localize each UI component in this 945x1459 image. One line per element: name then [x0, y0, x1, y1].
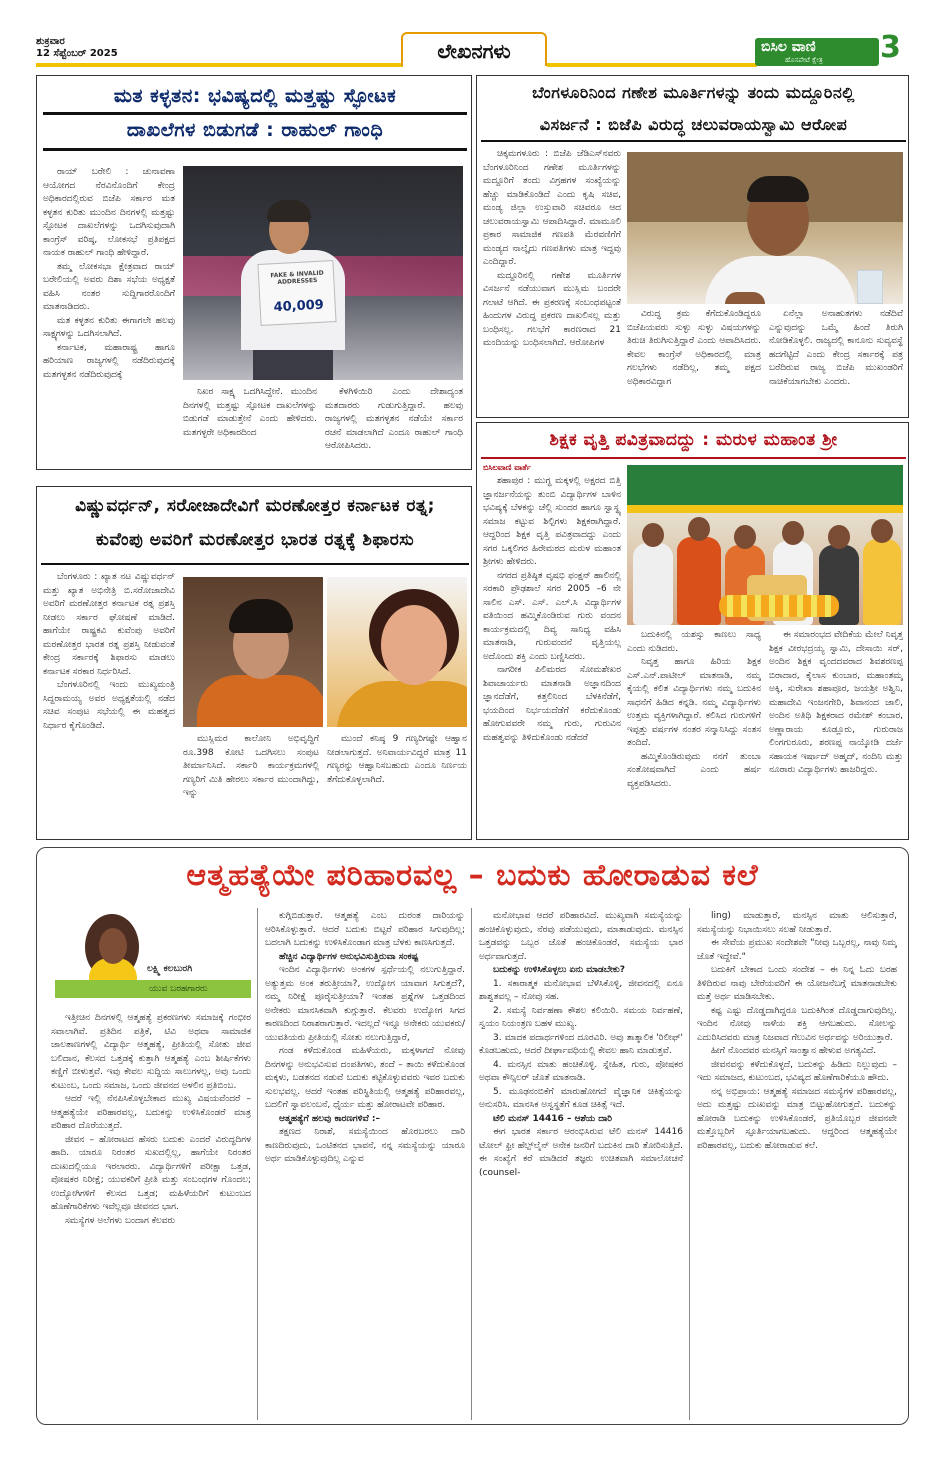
author-name: ಲಕ್ಷ್ಮಿ ಕಲಬುರಗಿ [147, 964, 193, 974]
article-rahul [36, 75, 472, 470]
paragraph: ಇಂದಿನ ವಿದ್ಯಾರ್ಥಿಗಳು ಅಂಕಗಳ ಸ್ಪರ್ಧೆಯಲ್ಲಿ ನಲುಗುತ್ತಿದ್ದಾರೆ. ಅತ್ಯುತ್ತಮ ಅಂಕ ತರುತ್ತೀಯಾ?, ಉದ್ಯೋಗ ಯಾವಾಗ ಸಿಗುತ್ತದೆ?, ನಮ್ಮ ನಿರೀಕ್ಷೆ ಪೂರೈಸುತ್ತೀಯಾ? ಇಂತಹ ಪ್ರಶ್ನೆಗಳ ಒತ್ತಡದಿಂದ ಅನೇಕರು ಮಾನಸಿಕವಾಗಿ ಕುಗ್ಗುತ್ತಾರೆ. ಕೆಲವರು ಉದ್ಯೋಗ ಸಿಗದ ಕಾರಣದಿಂದ ನಿರಾಶರಾಗುತ್ತಾರೆ. ಇದಲ್ಲದೆ ಇನ್ನೂ ಅನೇಕರು ಯುವಕರು/ಯುವತಿಯರು ಪ್ರೀತಿಯಲ್ಲಿ ಸೋತು ನಲುಗುತ್ತಿದ್ದಾರೆ, [265, 965, 465, 1043]
headline-divider [43, 148, 467, 151]
author-photo [85, 914, 139, 980]
vishnuvardhan-photo [183, 577, 323, 727]
paragraph: ನಿವೃತ್ತ ಹಾಗೂ ಹಿರಿಯ ಶಿಕ್ಷಕ ಎಸ್.ಎನ್.ಪಾಟೀಲ್ ಮಾತನಾಡಿ, ನಮ್ಮ ಕೈಯಲ್ಲಿ ಕಲಿತ ವಿದ್ಯಾರ್ಥಿಗಳು ನಮ್ಮ ಬದುಕಿನ ಸಾಧನೆಗೆ ಹಿಡಿದ ಕನ್ನಡಿ. ನಮ್ಮ ವಿದ್ಯಾರ್ಥಿಗಳು ಉತ್ತಮ ವ್ಯಕ್ತಿಗಳಾಗಿದ್ದಾರೆ. ಕಲಿಸಿದ ಗುರುಗಳಿಗೆ ಇಪ್ಪತ್ತು ವರ್ಷಗಳ ನಂತರ ಸನ್ಮಾನಿಸಿದ್ದು ಸಂತಸ ತಂದಿದೆ. [627, 657, 761, 748]
paragraph: ವಿರುದ್ಧ ಕ್ರಮ ಕೆಗೆದುಕೊಂಡಿದ್ದರೂ ಬಿಜೆಪಿಯವರು ಸುಳ್ಳು ಸುಳ್ಳು ವಿಷಯಗಳನ್ನು ತಿರುಚಿ ತಿರುಗಿಸುತ್ತಿದ್ದಾರೆ ಎಂದು ಆಪಾದಿಸಿದರು. ಕೇವಲ ಕಾಂಗ್ರೆಸ್ ಅಧಿಕಾರದಲ್ಲಿ ಮಾತ್ರ ಗಲಭೆಗಳು ನಡೆದಿಲ್ಲ, ತಮ್ಮ ಪಕ್ಷದ ಅಧಿಕಾರವಿದ್ದಾಗ [627, 309, 761, 387]
paragraph: ಕರ್ನಾಟಕ, ಮಹಾರಾಷ್ಟ್ರ ಹಾಗೂ ಹರಿಯಾಣ ರಾಜ್ಯಗಳಲ್ಲಿ ನಡೆದಿರುವುದಕ್ಕೆ ಮತಗಳ್ಳತನ ನಡೆದಿರುವುದಕ್ಕೆ [43, 342, 175, 380]
headline-divider [481, 457, 906, 459]
paragraph: ನನ್ನ ಅಭಿಪ್ರಾಯ: ಆತ್ಮಹತ್ಯೆ ಸಮಾಜದ ಸಮಸ್ಯೆಗಳ ಪರಿಹಾರವಲ್ಲ, ಅದು ಮತ್ತಷ್ಟು ದುಃಖವನ್ನು ಮಾತ್ರ ಬಿಟ್ಟುಹೋಗುತ್ತದೆ. ಬದುಕನ್ನು ಹೋರಾಡಿ ಬದುಕನ್ನು ಉಳಿಸಿಕೊಂಡರೆ, ಪ್ರತಿಯೊಬ್ಬರ ಜೀವನವೇ ಮತ್ತೊಬ್ಬರಿಗೆ ಸ್ಫೂರ್ತಿಯಾಗಬಹುದು. ಆದ್ದರಿಂದ ಆತ್ಮಹತ್ಯೆಯೇ ಪರಿಹಾರವಲ್ಲ, ಬದುಕು ಹೋರಾಡುವ ಕಲೆ. [697, 1086, 897, 1151]
paragraph: ಶಹಾಪುರ : ಮುಗ್ಧ ಮಕ್ಕಳಲ್ಲಿ ಅಕ್ಷರದ ಬಿತ್ತಿ ಜ್ಞಾನರ್ಜನೆಯನ್ನು ತುಂಬಿ ವಿದ್ಯಾರ್ಥಿಗಳ ಬಾಳಿನ ಭವಿಷ್ಯಕ್ಕೆ ಬೆಳಕನ್ನು ಚೆಲ್ಲಿ ಸುಂದರ ಹಾಗೂ ಸ್ವಾಸ್ಥ್ಯ ಸಮಾಜ ಕಟ್ಟುವ ಶಿಲ್ಪಿಗಳು ಶಿಕ್ಷಕರಾಗಿದ್ದಾರೆ. ಆದ್ದರಿಂದ ಶಿಕ್ಷಕ ವೃತ್ತಿ ಪವಿತ್ರವಾದದ್ದು ಎಂದು ಸಗರ ಒಕ್ಕಲಿಗರ ಹಿರೇಮಠದ ಮರುಳ ಮಹಾಂತ ಶ್ರೀಗಳು ಹೇಳಿದರು. [483, 476, 621, 567]
paragraph: ಕುಗ್ಗಿಬಿಡುತ್ತಾರೆ. ಆತ್ಮಹತ್ಯೆ ಎಂಬ ದುರಂತ ದಾರಿಯನ್ನು ಆರಿಸಿಕೊಳ್ಳುತ್ತಾರೆ. ಆದರೆ ಬದುಕು ಬಿಟ್ಟರೆ ಪರಿಹಾರ ಸಿಗುವುದಿಲ್ಲ; ಬದಲಾಗಿ ಬದುಕನ್ನು ಉಳಿಸಿಕೊಂಡಾಗ ಮಾತ್ರ ಬೆಳಕು ಕಾಣಸಿಗುತ್ತದೆ. [265, 911, 465, 948]
paragraph: ಆತ್ಮಹತ್ಯೆಗೆ ಹಲವು ಕಾರಣಗಳಿವೆ :– [279, 1113, 380, 1124]
paragraph: ಬದುಕನ್ನು ಉಳಿಸಿಕೊಳ್ಳಲು ಏನು ಮಾಡಬೇಕು? [493, 965, 625, 975]
paragraph: ಕೆಳಗಿಳಿಯಿರಿ ಎಂದು ದೇಶಾದ್ಯಂತ ಮತದಾರರು ಗುಡುಗುತ್ತಿದ್ದಾರೆ. ಹಲವು ರಾಜ್ಯಗಳಲ್ಲಿ ಮತಗಳ್ಳತನ ನಡೆಯೇ ಸರ್ಕಾರ ರಚನೆ ಮಾಡಲಾಗಿದೆ ಎಂದೂ ರಾಹುಲ್ ಗಾಂಧಿ ಆರೋಪಿಸಿದರು. [325, 387, 463, 451]
paragraph: ತಮ್ಮ ಲೋಕಸಭಾ ಕ್ಷೇತ್ರವಾದ ರಾಯ್ ಬರೇಲಿಯಲ್ಲಿ ಅವರು ದಿಶಾ ಸಭೆಯ ಅಧ್ಯಕ್ಷತೆ ವಹಿಸಿ ನಂತರ ಸುದ್ದಿಗಾರರೊಂದಿಗೆ ಮಾತನಾಡಿದರು. [43, 261, 175, 312]
issue-info [36, 36, 196, 60]
header-rule-right [547, 63, 757, 67]
headline-line-1: ಮತ ಕಳ್ಳತನ: ಭವಿಷ್ಯದಲ್ಲಿ ಮತ್ತಷ್ಟು ಸ್ಫೋಟಕ [113, 85, 397, 107]
paragraph: ಬದುಕಿನಲ್ಲಿ ಯಶಸ್ಸು ಕಾಣಲು ಸಾಧ್ಯ ಎಂದು ನುಡಿದರು. [627, 630, 761, 654]
feature-column-3 [479, 910, 683, 1420]
paragraph: ಗಂಡ ಕಳೆದುಕೊಂಡ ಮಹಿಳೆಯರು, ಮಕ್ಕಳಾಗದೆ ನೋವು ದಿನಗಳನ್ನು ಅನುಭವಿಸುವ ದಂಪತಿಗಳು, ತಂದೆ – ತಾಯಿ ಕಳೆದುಕೊಂಡ ಮಕ್ಕಳು, ಬಡತನದ ನಡುವೆ ಬದುಕು ಕಟ್ಟಿಕೊಳ್ಳುವವರು ಇವರ ಬದುಕು ಸುಲಭವಲ್ಲ. ಆದರೆ ಇಂತಹ ಪರಿಸ್ಥಿತಿಯಲ್ಲಿ ಆತ್ಮಹತ್ಯೆ ಪರಿಹಾರವಲ್ಲ, ಬದಲಿಗೆ ಸ್ವಾವಲಂಬನೆ, ಧೈರ್ಯ ಮತ್ತು ಹೋರಾಟವೇ ಪರಿಹಾರ. [265, 1046, 465, 1110]
article-column-2 [183, 733, 319, 835]
paragraph: ಚಿಕ್ಕಮಗಳೂರು : ಬಿಜೆಪಿ ಜೆಡಿಎಸ್‌ನವರು ಬೆಂಗಳೂರಿನಿಂದ ಗಣೇಶ ಮೂರ್ತಿಗಳನ್ನು ಮದ್ದೂರಿಗೆ ತಂದು ವಿಗ್ರಹಗಳ ಸಂಖ್ಯೆಯನ್ನು ಹೆಚ್ಚು ಮಾಡಿಕೊಂಡಿದೆ ಎಂದು ಕೃಷಿ ಸಚಿವ, ಮಂಡ್ಯ ಜಿಲ್ಲಾ ಉಸ್ತುವಾರಿ ಸಚಿವರೂ ಆದ ಚಲುವರಾಯಸ್ವಾಮಿ ಆಪಾದಿಸಿದ್ದಾರೆ. ಮಾಮೂಲಿ ಪ್ರಕಾರ ಸಾಮಾಜಿಕ ಗಣಪತಿ ಮೆರವಣಿಗೆಗೆ ಮಂಡ್ಯದ ನಾಲ್ಕೈದು ಗಣಪತಿಗಳು ಮಾತ್ರ ಇದ್ದವು ಎಂದಿದ್ದಾರೆ. [483, 149, 621, 267]
placard-title: FAKE & INVALID ADDRESSES [270, 269, 324, 287]
feature-title: ಆತ್ಮಹತ್ಯೆಯೇ ಪರಿಹಾರವಲ್ಲ – ಬದುಕು ಹೋರಾಡುವ ಕಲೆ [186, 858, 759, 893]
paragraph: ಬದುಕಿಗೆ ಬೇಕಾದ ಒಂದು ಸಂದೇಶ – ಈ ನಿನ್ನ ಓದು ಬರಹ ತಿಳಿದಿರುವ ನಾವು ಬೇರೆಯವರಿಗೆ ಈ ಯೋಜನೆಬಗ್ಗೆ ಮಾತನಾಡಬೇಕು ಮತ್ತೆ ಅರ್ಥ ಮಾಡಿಸಬೇಕು. [697, 965, 897, 1002]
paragraph: ಮುಂದೆ ಕನಿಷ್ಠ 9 ಗಣ್ಯರಿಗಷ್ಟೇ ಆಹ್ವಾನ ನೀಡಲಾಗುತ್ತದೆ. ಅನಿವಾರ್ಯವಿದ್ದರೆ ಮಾತ್ರ 11 ಗಣ್ಯರನ್ನು ಆಹ್ವಾನಿಸಬಹುದು ಎಂದೂ ನಿರ್ಣಯ ತೆಗೆದುಕೊಳ್ಳಲಾಗಿದೆ. [327, 734, 467, 785]
headline-divider [41, 563, 469, 565]
headline-line-2: ದಾಖಲೆಗಳ ಬಿಡುಗಡೆ : ರಾಹುಲ್ ಗಾಂಧಿ [126, 119, 384, 141]
issue-date: 12 ಸೆಪ್ಟೆಂಬರ್ 2025 [36, 48, 118, 59]
paragraph: ಕಷ್ಟ ಎಷ್ಟು ದೊಡ್ಡದಾಗಿದ್ದರೂ ಬದುಕಿಗಿಂತ ದೊಡ್ಡದಾಗುವುದಿಲ್ಲ. ಇಂದಿನ ನೋವು ನಾಳೆಯ ಶಕ್ತಿ ಆಗಬಹುದು. ಸೋಲನ್ನು ಎದುರಿಸಿದವರು ಮಾತ್ರ ನಿಜವಾದ ಗೆಲುವಿನ ಅರ್ಥವನ್ನು ಅರಿಯುತ್ತಾರೆ. [697, 1005, 897, 1043]
author-role: ಯುವ ಬರಹಗಾರರು [55, 980, 251, 998]
paragraph: ತಕ್ಷಣದ ನಿರಾಶೆ, ಸಮಸ್ಯೆಯಿಂದ ಹೊರಬರಲು ದಾರಿ ಕಾಣದಿರುವುದು, ಒಂಟಿತನದ ಭಾವನೆ, ನನ್ನ ಸಮಸ್ಯೆಯನ್ನು ಯಾರೂ ಅರ್ಥ ಮಾಡಿಕೊಳ್ಳುವುದಿಲ್ಲ ಎನ್ನುವ [265, 1127, 465, 1164]
paragraph: ಮುಸ್ಲಿಮರ ಕಾಲೋನಿ ಅಭಿವೃದ್ಧಿಗೆ ರೂ.398 ಕೋಟಿ ಒದಗಿಸಲು ಸಂಪುಟ ತೀರ್ಮಾನಿಸಿದೆ. ಸರ್ಕಾರಿ ಕಾರ್ಯಕ್ರಮಗಳಲ್ಲಿ ಗಣ್ಯರಿಗೆ ಮಿತಿ ಹೇರಲು ಸರ್ಕಾರ ಮುಂದಾಗಿದ್ದು, ಇನ್ನು [183, 734, 319, 798]
paragraph: ಟೆಲಿ ಮನಸ್ 14416 – ಆಶೆಯ ದಾರಿ [493, 1113, 613, 1124]
paragraph: 4. ಮನಸ್ಸಿನ ಮಾತು ಹಂಚಿಕೊಳ್ಳಿ. ಸ್ನೇಹಿತ, ಗುರು, ಪೋಷಕರ ಅಥವಾ ಕೌನ್ಸಿಲರ್ ಜೊತೆ ಮಾತನಾಡಿ. [479, 1059, 683, 1083]
paragraph: ಹೀಗೆ ನೊಂದವರ ಮನಸ್ಸಿಗೆ ಸಾಂತ್ವಾನ ಹೇಳುವ ಅಗತ್ಯವಿದೆ. [711, 1046, 877, 1056]
article-column-2 [627, 308, 761, 414]
column-divider [471, 908, 472, 1420]
paragraph: 2. ಸಮಸ್ಯೆ ನಿರ್ವಹಣಾ ಕೌಶಲ ಕಲಿಯಿರಿ. ಸಮಯ ನಿರ್ವಹಣೆ, ಸ್ವಯಂ ನಿಯಂತ್ರಣ ಬಹಳ ಮುಖ್ಯ. [479, 1005, 683, 1029]
ceremony-photo [627, 465, 903, 625]
paragraph: ನಾಗರೀಕ ಪಿಲಿಮರದ ಸೋಮಶೇಖರ ಶಿವಾಚಾರ್ಯರು ಮಾತನಾಡಿ ಅಜ್ಞಾನದಿಂದ ಜ್ಞಾನದೆಡೆಗೆ, ಕತ್ತಲಿನಿಂದ ಬೆಳಕಿನೆಡೆಗೆ, ಭಯದಿಂದ ನಿರ್ಭಯದೆಡೆಗೆ ಕರೆದುಕೊಂಡು ಹೋಗುವವರೇ ನಮ್ಮ ಗುರು, ಗುರುವಿನ ಮಹತ್ವವನ್ನು ತಿಳಿದುಕೊಂಡು ನಡೆದರೆ [483, 665, 621, 743]
article-column-3 [327, 733, 467, 835]
headline-line-1: ವಿಷ್ಣುವರ್ಧನ್, ಸರೋಜಾದೇವಿಗೆ ಮರಣೋತ್ತರ ಕರ್ನಾಟಕ ರತ್ನ; [75, 496, 435, 516]
feature-article [36, 847, 909, 1425]
paragraph: ಮದ್ದೂರಿನಲ್ಲಿ ಗಣೇಶ ಮೂರ್ತಿಗಳ ವಿಸರ್ಜನೆ ನಡೆಯುವಾಗ ಮುಸ್ಲಿಮ ಬಂದರೇ ಗಲಾಟೆ ಆಗಿದೆ. ಈ ಪ್ರಕರಣಕ್ಕೆ ಸಂಬಂಧಪಟ್ಟಂತೆ ಹಿಂದುಗಳ ವಿರುದ್ಧ ಪ್ರಕರಣ ದಾಖಲಿಸಲ್ಲ ಮತ್ತು ಬಂಧಿಸಲ್ಲ. ಗಲಭೆಗೆ ಕಾರಣರಾದ 21 ಮಂದಿಯನ್ನು ಬಂಧಿಸಲಾಗಿದೆ. ಆರೋಪಿಗಳ [483, 270, 621, 348]
paragraph: ಹೆಚ್ಚಿನ ವಿದ್ಯಾರ್ಥಿಗಳ ಅನುಭವಿಸುತ್ತಿರುವಾ ಸಂಕಷ್ಟ [279, 951, 419, 962]
paragraph: ಈಗ ಭಾರತ ಸರ್ಕಾರ ಆರಂಭಿಸಿರುವ ಟೆಲಿ ಮನಸ್ 14416 ಟೋಲ್ ಫ್ರೀ ಹೆಲ್ಪ್‌ಲೈನ್ ಅನೇಕ ಜನರಿಗೆ ಬದುಕಿನ ದಾರಿ ತೋರಿಸುತ್ತಿದೆ. ಈ ಸಂಖ್ಯೆಗೆ ಕರೆ ಮಾಡಿದರೆ ತಜ್ಞರು ಉಚಿತವಾಗಿ ಸಮಾಲೋಚನೆ (counsel- [479, 1127, 683, 1178]
feature-column-2 [265, 910, 465, 1420]
issue-day: ಶುಕ್ರವಾರ [36, 36, 65, 47]
headline-line-1: ಬೆಂಗಳೂರಿನಿಂದ ಗಣೇಶ ಮೂರ್ತಿಗಳನ್ನು ತಂದು ಮದ್ದೂರಿನಲ್ಲಿ [532, 83, 855, 102]
article-column-3 [769, 308, 903, 414]
feature-column-4 [697, 910, 897, 1420]
paragraph: 1. ಸಕಾರಾತ್ಮಕ ಮನೋಭಾವ ಬೆಳೆಸಿಕೊಳ್ಳಿ, ಜೀವನದಲ್ಲಿ ಏನೂ ಶಾಶ್ವತವಲ್ಲ – ನೋವು ಸಹ. [479, 978, 683, 1002]
headline-divider [43, 112, 467, 115]
article-column-2 [183, 386, 317, 466]
brand-name: ಬಿಸಿಲ ವಾಣಿ [761, 39, 816, 55]
paragraph: ಮತ ಕಳ್ಳತನ ಕುರಿತು ಈಗಾಗಲೇ ಹಲವು ಸಾಕ್ಷ್ಯಗಳನ್ನು ಒದಗಿಸಲಾಗಿದೆ. [43, 315, 175, 339]
minister-photo [627, 152, 903, 304]
paragraph: ling) ಮಾಡುತ್ತಾರೆ, ಮನಸ್ಸಿನ ಮಾತು ಆಲಿಸುತ್ತಾರೆ, ಸಮಸ್ಯೆಯನ್ನು ನಿಭಾಯಿಸಲು ಸಲಹೆ ನೀಡುತ್ತಾರೆ. [697, 911, 897, 935]
column-divider [257, 908, 258, 1420]
article-column-1 [43, 166, 175, 466]
article-column-1 [483, 475, 621, 835]
article-column-1 [43, 571, 175, 835]
photo-placard [257, 260, 336, 326]
headline-line-2: ವಿಸರ್ಜನೆ : ಬಿಜೆಪಿ ವಿರುದ್ಧ ಚಲುವರಾಯಸ್ವಾಮಿ ಆರೋಪ [539, 115, 848, 134]
paragraph: ಇತ್ತೀಚಿನ ದಿನಗಳಲ್ಲಿ ಆತ್ಮಹತ್ಯೆ ಪ್ರಕರಣಗಳು ಸಮಾಜಕ್ಕೆ ಗಂಭೀರ ಸವಾಲಾಗಿವೆ. ಪ್ರತಿದಿನ ಪತ್ರಿಕೆ, ಟಿವಿ ಅಥವಾ ಸಾಮಾಜಿಕ ಜಾಲತಾಣಗಳಲ್ಲಿ ವಿದ್ಯಾರ್ಥಿ ಆತ್ಮಹತ್ಯೆ, ಪ್ರೀತಿಯಲ್ಲಿ ಸೋತು ಜೀವ ಬಲಿದಾನ, ಕೆಲಸದ ಒತ್ತಡಕ್ಕೆ ಕುತ್ತಾಗಿ ಆತ್ಮಹತ್ಯೆ ಎಂಬ ಶೀರ್ಷಿಕೆಗಳು ಕಣ್ಣಿಗೆ ಬೀಳುತ್ತವೆ. ಇವು ಕೇವಲ ಸುದ್ದಿಯ ಸಾಲುಗಳಲ್ಲ, ಅವು ಒಂದು ಕುಟುಂಬ, ಒಂದು ಸಮಾಜ, ಒಂದು ಜೀವನದ ಅಳಲಿನ ಪ್ರತಿಬಿಂಬ. [51, 1013, 251, 1091]
header-rule-left [36, 63, 403, 67]
paragraph: ಜೀವನ – ಹೋರಾಟದ ಹೆಸರು ಬದುಕು ಎಂದರೆ ವಿರುದ್ಧದಿಗಳ ಹಾದಿ. ಯಾರೂ ನಿರಂತರ ಸುಖದಲ್ಲಿಲ್ಲ, ಹಾಗೆಯೇ ನಿರಂತರ ದುಃಖದಲ್ಲಿಯೂ ಇರಲಾರರು. ವಿದ್ಯಾರ್ಥಿಗಳಿಗೆ ಪರೀಕ್ಷಾ ಒತ್ತಡ, ಪೋಷಕರ ನಿರೀಕ್ಷೆ; ಯುವಕರಿಗೆ ಪ್ರೀತಿ ಮತ್ತು ಸಂಬಂಧಗಳ ಗೊಂದಲ; ಉದ್ಯೋಗಿಗಳಿಗೆ ಕೆಲಸದ ಒತ್ತಡ; ಮಹಿಳೆಯರಿಗೆ ಕುಟುಂಬದ ಹೊಣೆಗಾರಿಕೆಗಳು ಇವೆಲ್ಲವೂ ಜೀವನದ ಭಾಗ. [51, 1134, 251, 1212]
article-column-3 [325, 386, 463, 466]
author-card [55, 908, 251, 1012]
headline: ಶಿಕ್ಷಕ ವೃತ್ತಿ ಪವಿತ್ರವಾದದ್ದು : ಮರುಳ ಮಹಾಂತ ಶ್ರೀ [549, 430, 838, 450]
article-awards [36, 486, 472, 840]
paragraph: ಹಮ್ಮಿಕೊಂಡಿರುವುದು ನನಗೆ ತುಂಬಾ ಸಂತೋಷವಾಗಿದೆ ಎಂದು ಹರ್ಷ ವ್ಯಕ್ತಪಡಿಸಿದರು. [627, 751, 761, 789]
paragraph: ನಿಖರ ಸಾಕ್ಷ್ಯ ಒದಗಿಸಿದ್ದೇನೆ. ಮುಂದಿನ ದಿನಗಳಲ್ಲಿ ಮತ್ತಷ್ಟು ಸ್ಫೋಟಕ ದಾಖಲೆಗಳನ್ನು ಬಿಡುಗಡೆ ಮಾಡುತ್ತೇನೆ ಎಂದು ಹೇಳಿದರು. ಮತಗಳ್ಳರೇ ಅಧಿಕಾರದಿಂದ [183, 387, 317, 438]
paragraph: 5. ಮೂಢನಂಬಿಕೆಗೆ ಮಾರುಹೋಗದೆ ವೈಜ್ಞಾನಿಕ ಚಿಕಿತ್ಸೆಯನ್ನು ಅನುಸರಿಸಿ. ಮಾನಸಿಕ ಅಸ್ವಸ್ಥತೆಗೆ ಕೂಡ ಚಿಕಿತ್ಸೆ ಇದೆ. [479, 1086, 683, 1110]
paragraph: ರಾಯ್ ಬರೇಲಿ : ಚುನಾವಣಾ ಆಯೋಗದ ನೆರವಿನೊಂದಿಗೆ ಕೇಂದ್ರ ಅಧಿಕಾರದಲ್ಲಿರುವ ಬಿಜೆಪಿ ಸರ್ಕಾರ ಮತ ಕಳ್ಳತನ ಕುರಿತು ಮುಂದಿನ ದಿನಗಳಲ್ಲಿ ಮತ್ತಷ್ಟು ಸ್ಫೋಟಕ ದಾಖಲೆಗಳನ್ನು ಒದಗಿಸುವುದಾಗಿ ಕಾಂಗ್ರೆಸ್ ವರಿಷ್ಠ, ಲೋಕಸಭೆ ಪ್ರತಿಪಕ್ಷದ ನಾಯಕ ರಾಹುಲ್ ಗಾಂಧಿ ಹೇಳಿದ್ದಾರೆ. [43, 167, 175, 258]
paragraph: 3. ಮಾದಕ ಪದಾರ್ಥಗಳಿಂದ ದೂರವಿರಿ. ಅವು ತಾತ್ಕಾಲಿಕ 'ರಿಲೀಫ್' ಕೊಡಬಹುದು, ಆದರೆ ದೀರ್ಘಾವಧಿಯಲ್ಲಿ ಕೇವಲ ಹಾನಿ ಮಾಡುತ್ತವೆ. [479, 1032, 683, 1056]
paragraph: ಜೀವನವನ್ನು ಕಳೆದುಕೊಳ್ಳದೆ, ಬದುಕನ್ನು ಹಿಡಿದು ನಿಲ್ಲುವುದು – ಇದು ಸಮಾಜದ, ಕುಟುಂಬದ, ಭವಿಷ್ಯದ ಹೊಣೆಗಾರಿಕೆಯೂ ಹೌದು. [697, 1059, 897, 1083]
sarojadevi-photo [327, 577, 467, 727]
article-column-1 [483, 148, 621, 414]
section-title: ಲೇಖನಗಳು [401, 32, 547, 66]
article-teacher [476, 422, 909, 840]
paragraph: ಮನೋಭಾವ ಆದರೆ ಪರಿಹಾರವಿದೆ. ಮುಖ್ಯವಾಗಿ ಸಮಸ್ಯೆಯನ್ನು ಹಂಚಿಕೊಳ್ಳುವುದು, ನೆರವು ಪಡೆಯುವುದು, ಮಾತಾಡುವುದು. ಮನಸ್ಸಿನ ಒತ್ತಡವನ್ನು ಒಬ್ಬರ ಜೊತೆ ಹಂಚಿಕೊಂಡರೆ, ಸಮಸ್ಯೆಯ ಭಾರ ಅರ್ಧವಾಗುತ್ತದೆ. [479, 911, 683, 962]
article-ganesha [476, 75, 909, 418]
brand-tagline: ಹೊಸಪೇಟೆ ಕ್ಷೇತ್ರ [785, 56, 823, 64]
paragraph: ಏನೆಲ್ಲಾ ಅನಾಹುತಗಳು ನಡೆದಿವೆ ಎನ್ನುವುದನ್ನು ಒಮ್ಮೆ ಹಿಂದೆ ತಿರುಗಿ ನೋಡಿಕೊಳ್ಳಲಿ. ರಾಜ್ಯದಲ್ಲಿ ಕಾನೂನು ಸುವ್ಯವಸ್ಥೆ ಹದಗೆಟ್ಟಿದೆ ಎಂದು ಕೇಂದ್ರ ಸರ್ಕಾರಕ್ಕೆ ಪತ್ರ ಬರೆದಿರುವ ರಾಜ್ಯ ಬಿಜೆಪಿ ಮುಖಂಡರಿಗೆ ನಾಚಿಕೆಯಾಗಬೇಕು ಎಂದರು. [769, 309, 903, 387]
feature-column-1 [51, 1012, 251, 1420]
paragraph: ಬೆಂಗಳೂರಿನಲ್ಲಿ ಇಂದು ಮುಖ್ಯಮಂತ್ರಿ ಸಿದ್ದರಾಮಯ್ಯ ಅವರ ಅಧ್ಯಕ್ಷತೆಯಲ್ಲಿ ನಡೆದ ಸಚಿವ ಸಂಪುಟ ಸಭೆಯಲ್ಲಿ ಈ ಮಹತ್ವದ ನಿರ್ಧಾರ ಕೈಗೊಂಡಿದೆ. [43, 680, 175, 731]
paragraph: ಆದರೆ ಇಲ್ಲಿ ನೆನಪಿಸಿಕೊಳ್ಳಬೇಕಾದ ಮುಖ್ಯ ವಿಷಯವೆಂದರೆ – ಆತ್ಮಹತ್ಯೆಯೇ ಪರಿಹಾರವಲ್ಲ, ಬದುಕನ್ನು ಉಳಿಸಿಕೊಂಡರೆ ಮಾತ್ರ ಪರಿಹಾರ ದೊರೆಯುತ್ತದೆ. [51, 1094, 251, 1131]
paragraph: ಈ ಸೇವೆಯ ಪ್ರಮುಖ ಸಂದೇಶವೇ "ನೀವು ಒಬ್ಬರಲ್ಲ, ನಾವು ನಿಮ್ಮ ಜೊತೆ ಇದ್ದೇವೆ." [697, 938, 897, 962]
paragraph: ಬೆಂಗಳೂರು : ಖ್ಯಾತ ನಟ ವಿಷ್ಣುವರ್ಧನ್ ಮತ್ತು ಖ್ಯಾತ ಅಭಿನೇತ್ರಿ ಬಿ.ಸರೋಜಾದೇವಿ ಅವರಿಗೆ ಮರಣೋತ್ತರ ಕರ್ನಾಟಕ ರತ್ನ ಪ್ರಶಸ್ತಿ ನೀಡಲು ಸರ್ಕಾರ ಘೋಷಣೆ ಮಾಡಿದೆ. ಹಾಗೆಯೇ ರಾಷ್ಟ್ರಕವಿ ಕುವೆಂಪು ಅವರಿಗೆ ಮರಣೋತ್ತರ ಭಾರತ ರತ್ನ ಪ್ರಶಸ್ತಿ ನೀಡುವಂತೆ ಕೇಂದ್ರ ಸರ್ಕಾರಕ್ಕೆ ಶಿಫಾರಸು ಮಾಡಲು ಕರ್ನಾಟಕ ಸರಕಾರ ನಿರ್ಧರಿಸಿದೆ. [43, 572, 175, 677]
paragraph: ಈ ಸಮಾರಂಭದ ವೇದಿಕೆಯ ಮೇಲೆ ನಿವೃತ್ತ ಶಿಕ್ಷಕ ವೀರಭದ್ರಯ್ಯ ಸ್ವಾಮಿ, ದೇಸಾಯಿ ಸರ್, ಅಂದಿನ ಶಿಕ್ಷಕ ವೃಂದದವರಾದ ಶಿವಶರಣಪ್ಪ ಬಿರಾದಾರ, ಕೈಲಾಸ ಕುಂಬಾರ, ಮಹಾಂತಮ್ಮ ಅಕ್ಕಿ, ಸುರೇಖಾ ಶಹಾಪೂರ, ಜಯಶ್ರೀ ಅಶ್ವಿನಿ, ಮಹಾದೇವಿ ಇಂಜನಗೇರಿ, ಶಿವಾನಂದ ಜಾಲಿ, ಅಂದಿನ ಅತಿಥಿ ಶಿಕ್ಷಕರಾದ ರಮೇಶ್ ಕಂಬಾರ, ಅಣ್ಣಾರಾಯ ಕೂಡ್ಲೂರು, ಗುರುರಾಜ ಲಿಂಗಗುರೂರು, ಶರಣಪ್ಪ ನಾಯ್ಕೋಡಿ ದರ್ಜೆ ಸಹಾಯಕ ಇರ್ಷಾದ್ ಅಹ್ಮದ್, ನಂದಿನಿ ಮತ್ತು ನೂರಾರು ವಿದ್ಯಾರ್ಥಿಗಳು ಹಾಜರಿದ್ದರು. [769, 630, 903, 775]
paragraph: ಸಮಸ್ಯೆಗಳ ಅಲೆಗಳು ಬಂದಾಗ ಕೆಲವರು [65, 1215, 176, 1226]
page-number: 3 [880, 30, 901, 65]
masthead-logo [755, 38, 879, 66]
paragraph: ನಗರದ ಪ್ರತಿಷ್ಠಿತ ವೃಷಭಿ ಫಂಕ್ಷನ್ ಹಾಲಿನಲ್ಲಿ ಸರಕಾರಿ ಪ್ರೌಢಶಾಲೆ ಸಗರ 2005 –6 ನೇ ಸಾಲಿನ ಎಸ್. ಎಸ್. ಎಲ್.ಸಿ ವಿದ್ಯಾರ್ಥಿಗಳ ವತಿಯಿಂದ ಹಮ್ಮಿಕೊಂಡಿರುವ ಗುರು ವಂದನ ಕಾರ್ಯಕ್ರಮದಲ್ಲಿ ದಿವ್ಯ ಸಾನಿಧ್ಯ ವಹಿಸಿ ಮಾತನಾಡಿ, ಗುರುವಂದನೆ ವೃತ್ತಿಯಲ್ಲ ಅದೊಂದು ಶಕ್ತಿ ಎಂದು ಬಣ್ಣಿಸಿದರು. [483, 570, 621, 662]
article-column-3 [769, 629, 903, 835]
rahul-photo [183, 166, 463, 380]
placard-number: 40,009 [273, 297, 325, 316]
headline-divider [481, 140, 906, 142]
headline-line-2: ಕುವೆಂಪು ಅವರಿಗೆ ಮರಣೋತ್ತರ ಭಾರತ ರತ್ನಕ್ಕೆ ಶಿಫಾರಸು [95, 530, 415, 550]
byline: ಬಿಸಿಲವಾಣಿ ವಾರ್ತೆ [483, 463, 531, 472]
column-divider [689, 908, 690, 1420]
article-column-2 [627, 629, 761, 835]
